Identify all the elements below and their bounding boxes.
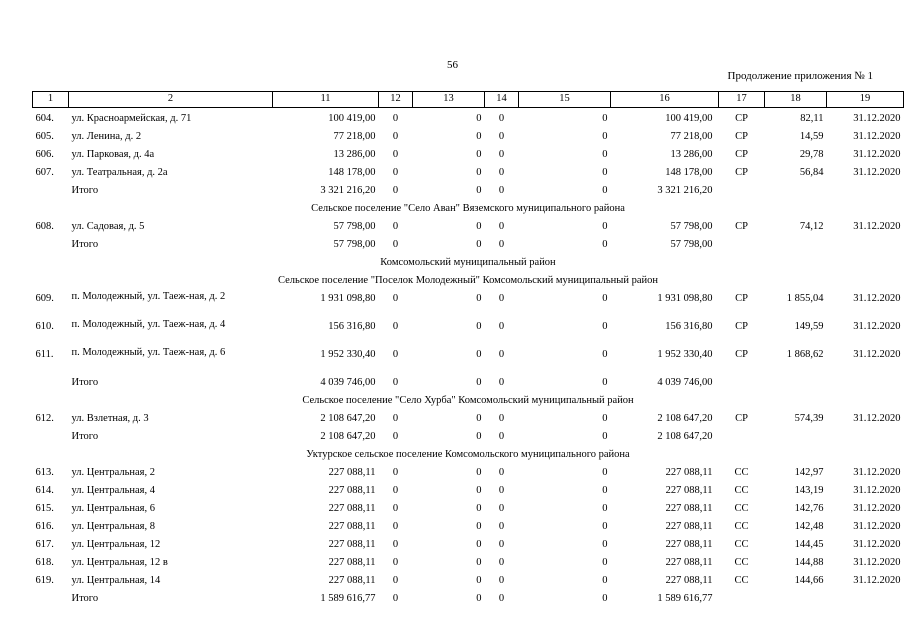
- col11-cell: 3 321 216,20: [320, 185, 376, 196]
- address-cell: ул. Взлетная, д. 3: [71, 413, 149, 424]
- section-header-row: [33, 448, 904, 466]
- col15-cell: 0: [602, 485, 608, 496]
- col15-cell: 0: [602, 413, 608, 424]
- col18-cell: [765, 184, 827, 202]
- col14-cell: 0: [498, 485, 505, 496]
- row-number: [33, 430, 69, 448]
- col15-cell: 0: [602, 149, 608, 160]
- row-number: 604.: [35, 113, 54, 124]
- col18-cell: [765, 238, 827, 256]
- col19-cell: [827, 184, 904, 202]
- col18-cell: 142,76: [794, 503, 824, 514]
- table-row: [33, 220, 904, 238]
- address-cell: ул. Ленина, д. 2: [71, 131, 142, 142]
- col11-cell: 148 178,00: [328, 167, 376, 178]
- col13-cell: 0: [476, 167, 482, 178]
- col18-cell: 142,97: [794, 467, 824, 478]
- col15-cell: 0: [602, 521, 608, 532]
- col13-cell: 0: [476, 293, 482, 304]
- col18-cell: 149,59: [794, 321, 824, 332]
- col19-cell: [827, 430, 904, 448]
- col12-cell: 0: [392, 521, 399, 532]
- col17-cell: СС: [734, 467, 749, 478]
- col17-cell: СС: [734, 521, 749, 532]
- col13-cell: 0: [476, 485, 482, 496]
- address-cell: п. Молодежный, ул. Таеж-ная, д. 4: [71, 319, 226, 330]
- table-row: [33, 466, 904, 484]
- col12-cell: 0: [392, 131, 399, 142]
- col-header: 19: [827, 92, 904, 108]
- col14-cell: 0: [498, 113, 505, 124]
- total-row: [33, 376, 904, 394]
- table-row: [33, 538, 904, 556]
- col13-cell: 0: [476, 113, 482, 124]
- col13-cell: 0: [476, 149, 482, 160]
- col19-cell: [827, 592, 904, 610]
- col13-cell: 0: [476, 503, 482, 514]
- table-row: [33, 292, 904, 320]
- address-cell: ул. Парковая, д. 4а: [71, 149, 155, 160]
- col11-cell: 227 088,11: [328, 557, 376, 568]
- col19-cell: 31.12.2020: [853, 485, 901, 496]
- col17-cell: СС: [734, 503, 749, 514]
- col11-cell: 100 419,00: [328, 113, 376, 124]
- col14-cell: 0: [498, 239, 505, 250]
- col11-cell: 227 088,11: [328, 467, 376, 478]
- col12-cell: 0: [392, 593, 399, 604]
- col12-cell: 0: [392, 185, 399, 196]
- col16-cell: 227 088,11: [665, 503, 713, 514]
- col16-cell: 148 178,00: [665, 167, 713, 178]
- address-cell: ул. Центральная, 8: [71, 521, 155, 532]
- row-number: 609.: [35, 293, 54, 304]
- row-number: [33, 592, 69, 610]
- col-header: 16: [611, 92, 719, 108]
- col17-cell: [719, 376, 765, 394]
- total-row: [33, 238, 904, 256]
- col15-cell: 0: [602, 349, 608, 360]
- address-cell: ул. Центральная, 4: [71, 485, 155, 496]
- address-cell: п. Молодежный, ул. Таеж-ная, д. 2: [71, 291, 226, 302]
- col17-cell: СР: [735, 113, 748, 124]
- col-header: 1: [33, 92, 69, 108]
- col19-cell: 31.12.2020: [853, 149, 901, 160]
- col14-cell: 0: [498, 521, 505, 532]
- total-row: [33, 430, 904, 448]
- col13-cell: 0: [476, 221, 482, 232]
- row-number: 608.: [35, 221, 54, 232]
- col16-cell: 100 419,00: [665, 113, 713, 124]
- address-cell: Итого: [71, 593, 99, 604]
- address-cell: ул. Центральная, 2: [71, 467, 155, 478]
- col19-cell: 31.12.2020: [853, 521, 901, 532]
- col18-cell: [765, 430, 827, 448]
- address-cell: ул. Красноармейская, д. 71: [71, 113, 192, 124]
- col17-cell: [719, 238, 765, 256]
- col17-cell: СС: [734, 539, 749, 550]
- col13-cell: 0: [476, 185, 482, 196]
- col15-cell: 0: [602, 321, 608, 332]
- col18-cell: 574,39: [794, 413, 824, 424]
- col14-cell: 0: [498, 221, 505, 232]
- address-cell: Итого: [71, 239, 99, 250]
- col18-cell: 74,12: [799, 221, 824, 232]
- col-header: 15: [519, 92, 611, 108]
- total-row: [33, 592, 904, 610]
- col17-cell: СС: [734, 575, 749, 586]
- col12-cell: 0: [392, 485, 399, 496]
- col16-cell: 77 218,00: [670, 131, 713, 142]
- col13-cell: 0: [476, 557, 482, 568]
- section-title: Комсомольский муниципальный район: [380, 257, 556, 268]
- row-number: 606.: [35, 149, 54, 160]
- row-number: 607.: [35, 167, 54, 178]
- table-row: [33, 520, 904, 538]
- col19-cell: 31.12.2020: [853, 539, 901, 550]
- col15-cell: 0: [602, 593, 608, 604]
- col15-cell: 0: [602, 539, 608, 550]
- col16-cell: 227 088,11: [665, 539, 713, 550]
- col17-cell: СР: [735, 413, 748, 424]
- col13-cell: 0: [476, 377, 482, 388]
- address-cell: ул. Центральная, 6: [71, 503, 155, 514]
- continuation-note: Продолжение приложения № 1: [727, 70, 873, 82]
- col18-cell: 142,48: [794, 521, 824, 532]
- col13-cell: 0: [476, 321, 482, 332]
- col17-cell: СС: [734, 485, 749, 496]
- row-number: 610.: [35, 321, 54, 332]
- col-header: 14: [485, 92, 519, 108]
- col16-cell: 4 039 746,00: [657, 377, 713, 388]
- address-cell: Итого: [71, 185, 99, 196]
- col19-cell: 31.12.2020: [853, 575, 901, 586]
- row-number: 605.: [35, 131, 54, 142]
- row-number: 619.: [35, 575, 54, 586]
- col14-cell: 0: [498, 377, 505, 388]
- address-cell: ул. Центральная, 14: [71, 575, 161, 586]
- col11-cell: 4 039 746,00: [320, 377, 376, 388]
- col12-cell: 0: [392, 349, 399, 360]
- col18-cell: 29,78: [799, 149, 824, 160]
- col16-cell: 1 589 616,77: [657, 593, 713, 604]
- col19-cell: [827, 376, 904, 394]
- col14-cell: 0: [498, 293, 505, 304]
- section-title: Уктурское сельское поселение Комсомольского муниципального района: [306, 449, 630, 460]
- row-number: 611.: [35, 349, 54, 360]
- col12-cell: 0: [392, 503, 399, 514]
- address-cell: Итого: [71, 377, 99, 388]
- col15-cell: 0: [602, 131, 608, 142]
- col12-cell: 0: [392, 221, 399, 232]
- col19-cell: 31.12.2020: [853, 293, 901, 304]
- col11-cell: 2 108 647,20: [320, 431, 376, 442]
- row-number: 618.: [35, 557, 54, 568]
- col14-cell: 0: [498, 349, 505, 360]
- col12-cell: 0: [392, 467, 399, 478]
- col11-cell: 57 798,00: [333, 221, 376, 232]
- col15-cell: 0: [602, 575, 608, 586]
- col12-cell: 0: [392, 113, 399, 124]
- col18-cell: [765, 592, 827, 610]
- col11-cell: 1 931 098,80: [320, 293, 376, 304]
- col-header: 17: [719, 92, 765, 108]
- col11-cell: 227 088,11: [328, 503, 376, 514]
- col12-cell: 0: [392, 431, 399, 442]
- col19-cell: 31.12.2020: [853, 221, 901, 232]
- col-header: 12: [379, 92, 413, 108]
- row-number: [33, 238, 69, 256]
- section-title: Сельское поселение "Село Аван" Вяземского муниципального района: [311, 203, 625, 214]
- col13-cell: 0: [476, 539, 482, 550]
- address-cell: ул. Центральная, 12: [71, 539, 161, 550]
- col17-cell: СР: [735, 349, 748, 360]
- col16-cell: 227 088,11: [665, 521, 713, 532]
- col11-cell: 156 316,80: [328, 321, 376, 332]
- section-title: Сельское поселение "Село Хурба" Комсомольский муниципальный район: [302, 395, 634, 406]
- col17-cell: СР: [735, 167, 748, 178]
- col14-cell: 0: [498, 413, 505, 424]
- col16-cell: 57 798,00: [670, 239, 713, 250]
- section-header-row: [33, 274, 904, 292]
- col14-cell: 0: [498, 575, 505, 586]
- col12-cell: 0: [392, 149, 399, 160]
- col15-cell: 0: [602, 431, 608, 442]
- row-number: [33, 376, 69, 394]
- col11-cell: 227 088,11: [328, 539, 376, 550]
- col17-cell: [719, 592, 765, 610]
- col18-cell: 144,88: [794, 557, 824, 568]
- col16-cell: 156 316,80: [665, 321, 713, 332]
- table-row: [33, 502, 904, 520]
- address-cell: п. Молодежный, ул. Таеж-ная, д. 6: [71, 347, 226, 358]
- table-row: [33, 130, 904, 148]
- col-header: 18: [765, 92, 827, 108]
- col13-cell: 0: [476, 349, 482, 360]
- total-row: [33, 184, 904, 202]
- table-row: [33, 412, 904, 430]
- page-number: 56: [447, 59, 458, 71]
- col19-cell: 31.12.2020: [853, 113, 901, 124]
- col16-cell: 227 088,11: [665, 575, 713, 586]
- col11-cell: 227 088,11: [328, 575, 376, 586]
- col15-cell: 0: [602, 185, 608, 196]
- address-cell: ул. Садовая, д. 5: [71, 221, 145, 232]
- col16-cell: 13 286,00: [670, 149, 713, 160]
- address-cell: ул. Театральная, д. 2а: [71, 167, 168, 178]
- col18-cell: 56,84: [799, 167, 824, 178]
- table-row: [33, 166, 904, 184]
- address-cell: ул. Центральная, 12 в: [71, 557, 168, 568]
- col18-cell: 144,66: [794, 575, 824, 586]
- col11-cell: 1 952 330,40: [320, 349, 376, 360]
- col11-cell: 2 108 647,20: [320, 413, 376, 424]
- col-header: 2: [69, 92, 273, 108]
- col19-cell: 31.12.2020: [853, 557, 901, 568]
- table-row: [33, 484, 904, 502]
- table-row: [33, 320, 904, 348]
- row-number: 613.: [35, 467, 54, 478]
- col12-cell: 0: [392, 413, 399, 424]
- col12-cell: 0: [392, 321, 399, 332]
- col14-cell: 0: [498, 431, 505, 442]
- registry-table: [32, 91, 904, 610]
- col14-cell: 0: [498, 593, 505, 604]
- col18-cell: 1 855,04: [786, 293, 824, 304]
- col11-cell: 57 798,00: [333, 239, 376, 250]
- col13-cell: 0: [476, 521, 482, 532]
- col11-cell: 77 218,00: [333, 131, 376, 142]
- col11-cell: 1 589 616,77: [320, 593, 376, 604]
- col15-cell: 0: [602, 167, 608, 178]
- col19-cell: 31.12.2020: [853, 413, 901, 424]
- col13-cell: 0: [476, 239, 482, 250]
- table-row: [33, 574, 904, 592]
- col14-cell: 0: [498, 149, 505, 160]
- col14-cell: 0: [498, 131, 505, 142]
- col15-cell: 0: [602, 239, 608, 250]
- col16-cell: 57 798,00: [670, 221, 713, 232]
- col-header: 11: [273, 92, 379, 108]
- col18-cell: 143,19: [794, 485, 824, 496]
- col14-cell: 0: [498, 467, 505, 478]
- col17-cell: [719, 430, 765, 448]
- col16-cell: 1 952 330,40: [657, 349, 713, 360]
- col15-cell: 0: [602, 503, 608, 514]
- section-header-row: [33, 202, 904, 220]
- col14-cell: 0: [498, 557, 505, 568]
- col13-cell: 0: [476, 575, 482, 586]
- col18-cell: 82,11: [800, 113, 824, 124]
- col19-cell: 31.12.2020: [853, 467, 901, 478]
- col12-cell: 0: [392, 167, 399, 178]
- col18-cell: 1 868,62: [786, 349, 824, 360]
- table-row: [33, 348, 904, 376]
- col18-cell: [765, 376, 827, 394]
- col18-cell: 144,45: [794, 539, 824, 550]
- col19-cell: 31.12.2020: [853, 349, 901, 360]
- col17-cell: СР: [735, 293, 748, 304]
- col14-cell: 0: [498, 167, 505, 178]
- col11-cell: 227 088,11: [328, 521, 376, 532]
- table-row: [33, 148, 904, 166]
- table-row: [33, 112, 904, 130]
- col16-cell: 3 321 216,20: [657, 185, 713, 196]
- col19-cell: [827, 238, 904, 256]
- col17-cell: СР: [735, 131, 748, 142]
- row-number: [33, 184, 69, 202]
- col14-cell: 0: [498, 321, 505, 332]
- col19-cell: 31.12.2020: [853, 503, 901, 514]
- col19-cell: 31.12.2020: [853, 321, 901, 332]
- col16-cell: 227 088,11: [665, 467, 713, 478]
- col13-cell: 0: [476, 431, 482, 442]
- col19-cell: 31.12.2020: [853, 167, 901, 178]
- col12-cell: 0: [392, 239, 399, 250]
- col14-cell: 0: [498, 503, 505, 514]
- section-title: Сельское поселение "Поселок Молодежный" Комсомольский муниципальный район: [278, 275, 658, 286]
- section-header-row: [33, 256, 904, 274]
- col14-cell: 0: [498, 539, 505, 550]
- column-number-header-row: [33, 92, 904, 108]
- col12-cell: 0: [392, 557, 399, 568]
- col13-cell: 0: [476, 131, 482, 142]
- row-number: 617.: [35, 539, 54, 550]
- col13-cell: 0: [476, 467, 482, 478]
- col11-cell: 13 286,00: [333, 149, 376, 160]
- col17-cell: СР: [735, 321, 748, 332]
- col15-cell: 0: [602, 467, 608, 478]
- col15-cell: 0: [602, 377, 608, 388]
- col12-cell: 0: [392, 575, 399, 586]
- col13-cell: 0: [476, 593, 482, 604]
- col16-cell: 2 108 647,20: [657, 431, 713, 442]
- col15-cell: 0: [602, 557, 608, 568]
- col17-cell: СР: [735, 149, 748, 160]
- table-body: [33, 112, 904, 610]
- col12-cell: 0: [392, 377, 399, 388]
- col16-cell: 227 088,11: [665, 485, 713, 496]
- col15-cell: 0: [602, 113, 608, 124]
- col16-cell: 1 931 098,80: [657, 293, 713, 304]
- row-number: 612.: [35, 413, 54, 424]
- col16-cell: 227 088,11: [665, 557, 713, 568]
- col14-cell: 0: [498, 185, 505, 196]
- col12-cell: 0: [392, 539, 399, 550]
- col15-cell: 0: [602, 221, 608, 232]
- col11-cell: 227 088,11: [328, 485, 376, 496]
- col18-cell: 14,59: [799, 131, 824, 142]
- col13-cell: 0: [476, 413, 482, 424]
- row-number: 616.: [35, 521, 54, 532]
- col16-cell: 2 108 647,20: [657, 413, 713, 424]
- col12-cell: 0: [392, 293, 399, 304]
- section-header-row: [33, 394, 904, 412]
- row-number: 614.: [35, 485, 54, 496]
- col17-cell: [719, 184, 765, 202]
- col17-cell: СР: [735, 221, 748, 232]
- col-header: 13: [413, 92, 485, 108]
- col19-cell: 31.12.2020: [853, 131, 901, 142]
- table-row: [33, 556, 904, 574]
- col17-cell: СС: [734, 557, 749, 568]
- address-cell: Итого: [71, 431, 99, 442]
- col15-cell: 0: [602, 293, 608, 304]
- row-number: 615.: [35, 503, 54, 514]
